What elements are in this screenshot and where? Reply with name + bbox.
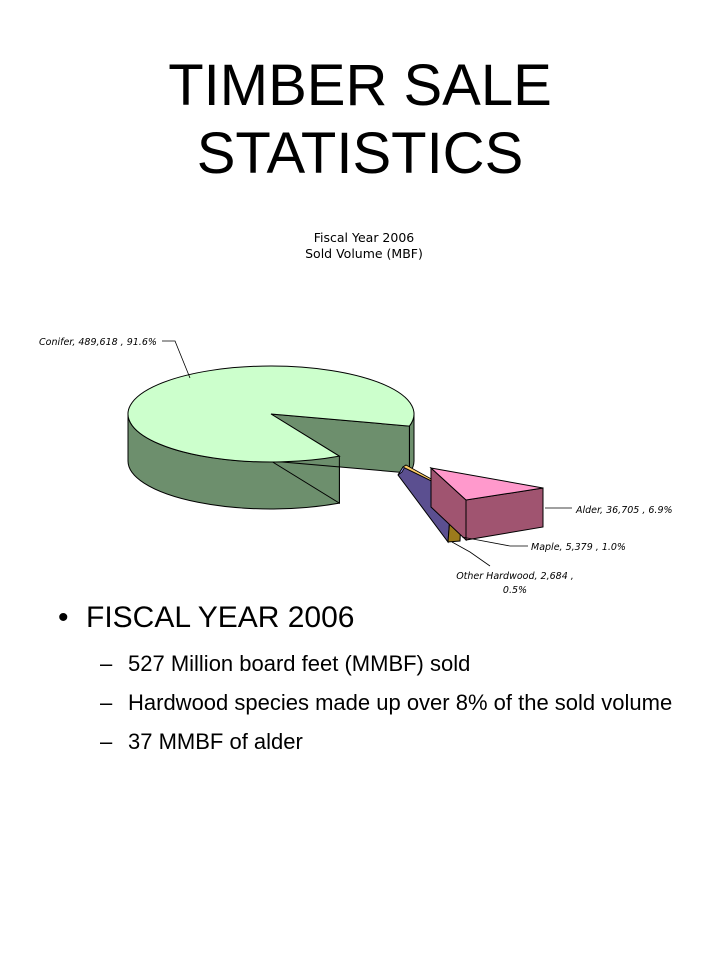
- leader-line-other-hardwood: [452, 542, 490, 566]
- sub-bullet-text: 37 MMBF of alder: [128, 729, 303, 754]
- data-label-other-hardwood-line-2: 0.5%: [502, 585, 528, 596]
- sub-bullet-text: 527 Million board feet (MMBF) sold: [128, 651, 471, 676]
- data-label-other-hardwood-line-1: Other Hardwood, 2,684 ,: [456, 571, 574, 582]
- dash-marker: –: [100, 729, 113, 754]
- data-label-maple: Maple, 5,379 , 1.0%: [531, 542, 626, 553]
- bullet-list: [58, 600, 698, 767]
- slide-title-line-1: TIMBER SALE: [168, 53, 552, 118]
- dash-marker: –: [100, 690, 113, 715]
- sub-bullet-list: [58, 650, 698, 755]
- slice-conifer: [128, 366, 414, 509]
- leader-line-conifer: [162, 341, 190, 378]
- bullet-fiscal-year: [58, 600, 698, 636]
- data-label-alder: Alder, 36,705 , 6.9%: [576, 505, 673, 516]
- sub-bullet-item: [58, 728, 698, 755]
- pie-chart: [0, 205, 720, 600]
- chart-title: Fiscal Year 2006: [313, 230, 415, 245]
- sub-bullet-text: Hardwood species made up over 8% of the sold volume: [128, 690, 673, 715]
- data-label-conifer: Conifer, 489,618 , 91.6%: [39, 337, 157, 348]
- slide-title-line-2: STATISTICS: [196, 121, 524, 186]
- sub-bullet-item: [58, 689, 698, 716]
- slide-title: [0, 52, 720, 188]
- chart-subtitle: Sold Volume (MBF): [305, 246, 423, 261]
- sub-bullet-item: [58, 650, 698, 677]
- bullet-text: FISCAL YEAR 2006: [86, 601, 355, 634]
- dash-marker: –: [100, 651, 113, 676]
- bullet-marker: •: [58, 601, 69, 634]
